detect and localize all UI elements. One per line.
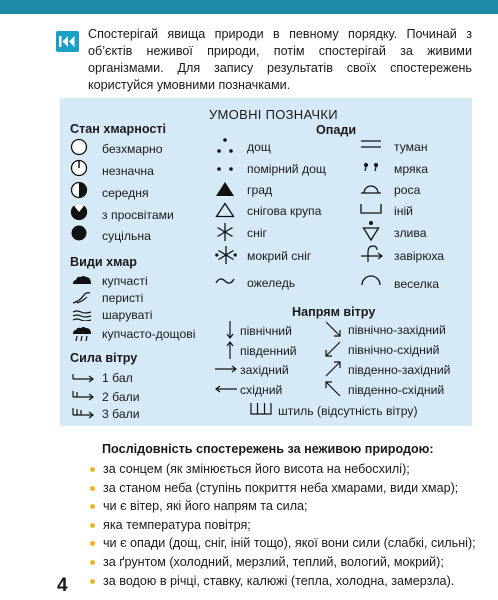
- bullet-icon: [90, 486, 95, 491]
- list-item: [90, 572, 476, 591]
- list-item-text: за водою в річці, ставку, калюжі (тепла, холодна, замерзла).: [103, 573, 455, 588]
- cloud-cover-label: з просвітами: [102, 208, 174, 222]
- sequence-list: [90, 460, 476, 590]
- precipitation-label: веселка: [394, 277, 440, 291]
- wind-direction-label: східний: [240, 383, 283, 397]
- list-item-text: чи є вітер, які його напрям та сила;: [103, 499, 308, 514]
- bullet-icon: [90, 523, 95, 528]
- snow-pellets-icon: [215, 202, 235, 218]
- wind-strength-label: 1 бал: [102, 371, 133, 385]
- hail-icon: [215, 181, 235, 197]
- wind-direction-label: північно-західний: [348, 323, 446, 337]
- cumulonimbus-icon: [72, 326, 92, 342]
- wind-strength-title: Сила вітру: [70, 351, 138, 365]
- wind-direction-label: західний: [240, 363, 289, 377]
- list-item: [90, 479, 476, 498]
- cloud-cover-label: середня: [102, 186, 149, 200]
- bullet-icon: [90, 504, 95, 509]
- wind-strength-label: 2 бали: [102, 390, 140, 404]
- cloud-cover-label: безхмарно: [102, 142, 163, 156]
- list-item: [90, 534, 476, 553]
- wind-strength-label: 3 бали: [102, 407, 140, 421]
- precipitation-label: завірюха: [394, 249, 445, 263]
- rain-icon: [215, 137, 235, 155]
- bullet-icon: [90, 560, 95, 565]
- precipitation-label: град: [247, 183, 273, 197]
- wind-south-icon: [224, 340, 236, 360]
- wind-west-icon: [214, 364, 238, 374]
- wind-north-icon: [224, 320, 236, 340]
- list-item-text: за сонцем (як змінюється його висота на небосхилі);: [103, 462, 410, 476]
- precipitation-label: дощ: [247, 140, 271, 154]
- precipitation-label: роса: [394, 183, 421, 197]
- broken-cloud-icon: [70, 203, 88, 221]
- half-cloud-icon: [70, 181, 88, 199]
- bullet-icon: [90, 541, 95, 546]
- hoarfrost-icon: [360, 203, 382, 215]
- glaze-icon: [215, 276, 235, 286]
- list-item-text: за ґрунтом (холодний, мерзлий, теплий, вологий, мокрий);: [103, 554, 444, 569]
- precipitation-label: туман: [394, 140, 428, 154]
- precipitation-label: снігова крупа: [247, 204, 322, 218]
- wind-east-icon: [214, 384, 238, 394]
- wind-southwest-icon: [324, 360, 342, 378]
- wind-northeast-icon: [324, 340, 342, 358]
- cloud-cover-label: незначна: [102, 164, 154, 178]
- cloud-cover-label: суцільна: [102, 229, 151, 243]
- downpour-icon: [362, 220, 380, 242]
- intro-paragraph: Спостерігай явища природи в певному порядку. Починай з об’єктів неживої природи, потім спостерігай за живими організмами. Для запису результатів своїх спостережень користуйся умовними позначками.: [88, 27, 472, 92]
- overcast-icon: [70, 224, 88, 242]
- precipitation-label: помірний дощ: [247, 162, 326, 176]
- clear-sky-icon: [70, 138, 88, 156]
- wind-northwest-icon: [324, 320, 342, 338]
- legend-panel: [60, 98, 472, 426]
- slight-cloud-icon: [70, 159, 88, 177]
- list-item-text: яка температура повітря;: [103, 517, 251, 532]
- wind-southeast-icon: [324, 380, 342, 398]
- precipitation-label: ожеледь: [247, 276, 296, 290]
- list-item: [90, 460, 476, 479]
- cumulus-icon: [72, 275, 92, 285]
- wind-direction-label: південний: [240, 344, 297, 358]
- wind-1-point-icon: [71, 371, 97, 383]
- list-item: [90, 497, 476, 516]
- wind-direction-label: північний: [240, 324, 292, 338]
- list-item: [90, 553, 476, 572]
- list-item-text: чи є опади (дощ, сніг, іній тощо), якої вони сили (слабкі, сильні);: [103, 536, 476, 551]
- cloud-type-label: купчасто-дощові: [102, 327, 196, 341]
- cloud-types-title: Види хмар: [70, 255, 137, 269]
- wind-direction-label: південно-східний: [348, 383, 445, 397]
- sequence-title: Послідовність спостережень за неживою природою:: [102, 442, 434, 456]
- wind-direction-label: південно-західний: [348, 363, 451, 377]
- rainbow-icon: [360, 274, 382, 286]
- rewind-button[interactable]: [56, 31, 79, 52]
- precipitation-title: Опади: [316, 123, 357, 137]
- snow-icon: [215, 222, 235, 242]
- fog-icon: [360, 139, 382, 149]
- list-item: [90, 516, 476, 535]
- list-item-text: за станом неба (ступінь покриття неба хмарами, види хмар);: [103, 480, 459, 495]
- drizzle-icon: [360, 161, 382, 173]
- calm-icon: [250, 402, 272, 416]
- precipitation-label: мокрий сніг: [247, 249, 312, 263]
- precipitation-label: іній: [394, 204, 413, 218]
- sleet-icon: [215, 244, 237, 266]
- cloud-cover-title: Стан хмарності: [70, 122, 167, 136]
- wind-2-points-icon: [71, 389, 97, 401]
- moderate-rain-icon: [215, 164, 235, 174]
- bullet-icon: [90, 579, 95, 584]
- blizzard-icon: [360, 244, 384, 264]
- wind-direction-label: північно-східний: [348, 343, 440, 357]
- precipitation-label: злива: [394, 226, 427, 240]
- dew-icon: [360, 183, 382, 195]
- precipitation-label: мряка: [394, 162, 428, 176]
- legend-title: УМОВНІ ПОЗНАЧКИ: [209, 107, 338, 122]
- stratus-icon: [72, 309, 92, 321]
- rewind-icon: [59, 35, 76, 48]
- precipitation-label: сніг: [247, 226, 267, 240]
- top-bar: [0, 0, 498, 14]
- cloud-type-label: шаруваті: [102, 308, 153, 322]
- wind-3-points-icon: [71, 407, 97, 419]
- bullet-icon: [90, 467, 95, 472]
- page-number: 4: [57, 575, 68, 596]
- calm-label: штиль (відсутність вітру): [278, 404, 418, 418]
- cirrus-icon: [72, 291, 92, 305]
- wind-direction-title: Напрям вітру: [292, 305, 376, 319]
- cloud-type-label: перисті: [102, 291, 144, 305]
- cloud-type-label: купчасті: [102, 274, 148, 288]
